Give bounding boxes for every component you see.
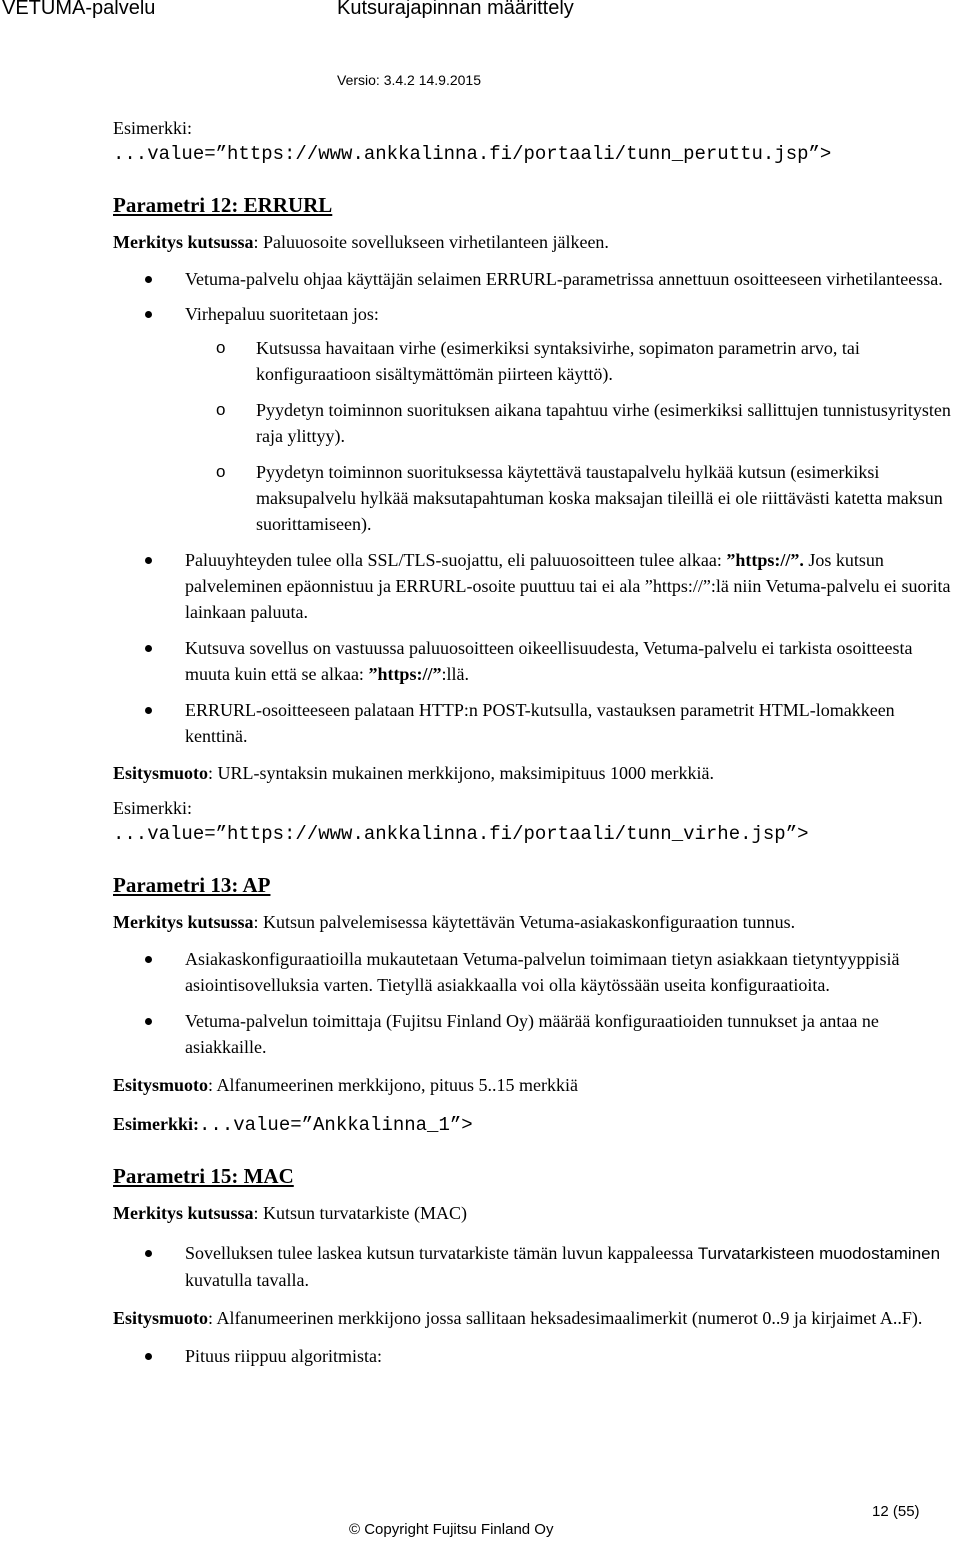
copyright: © Copyright Fujitsu Finland Oy — [349, 1521, 554, 1538]
example-code: ...value=”Ankkalinna_1”> — [199, 1114, 473, 1136]
list-item-text: :llä. — [441, 664, 469, 684]
document-body — [113, 115, 958, 1369]
example-code: ...value=”https://www.ankkalinna.fi/portaali/tunn_virhe.jsp”> — [113, 823, 809, 845]
list-item — [113, 547, 958, 625]
example-label: Esimerkki: — [113, 118, 192, 138]
sublist-item: o Kutsussa havaitaan virhe (esimerkiksi syntaksivirhe, sopimaton parametrin arvo, tai konfiguraatioon sisältymättömän piirteen käyttö). — [113, 335, 958, 387]
param13-title: Parametri 13: AP — [113, 873, 271, 897]
version-line: Versio: 3.4.2 14.9.2015 — [337, 72, 481, 88]
meaning-label: Merkitys kutsussa — [113, 232, 254, 252]
example-label: Esimerkki: — [113, 798, 192, 818]
param13-meaning — [113, 909, 958, 935]
meaning-label: Merkitys kutsussa — [113, 912, 254, 932]
list-item: Asiakaskonfiguraatioilla mukautetaan Vetuma-palvelun toimimaan tietyn asiakkaan tietyntyyppisiä asiointisovelluksia varten. Tietyllä asiakkaalla voi olla käytössään useita konfiguraatioita. — [113, 946, 958, 998]
list-item-text: Kutsuva sovellus on vastuussa paluuosoitteen oikeellisuudesta, Vetuma-palvelu ei tarkista osoitteesta muuta kuin että se alkaa: — [185, 638, 913, 684]
param15-title: Parametri 15: MAC — [113, 1164, 294, 1188]
page-number: 12 (55) — [872, 1503, 920, 1520]
section-reference: Turvatarkisteen muodostaminen — [697, 1244, 941, 1263]
format-text: : URL-syntaksin mukainen merkkijono, maksimipituus 1000 merkkiä. — [208, 763, 714, 783]
param15-format — [113, 1305, 958, 1331]
param12-format — [113, 760, 958, 786]
sublist-item: o Pyydetyn toiminnon suorituksen aikana tapahtuu virhe (esimerkiksi sallittujen tunnistusyritysten raja ylittyy). — [113, 397, 958, 449]
param15-bullets — [113, 1240, 958, 1293]
example-top — [113, 115, 958, 167]
example-code: ...value=”https://www.ankkalinna.fi/portaali/tunn_peruttu.jsp”> — [113, 143, 832, 165]
param12-bullets — [113, 266, 958, 749]
format-label: Esitysmuoto — [113, 1075, 209, 1095]
list-item-text: Virhepaluu suoritetaan jos: — [185, 304, 379, 324]
list-item — [113, 1240, 958, 1293]
example-label: Esimerkki: — [113, 1114, 200, 1134]
meaning-label: Merkitys kutsussa — [113, 1203, 254, 1223]
param13-bullets — [113, 946, 958, 1060]
list-item-text: kuvatulla tavalla. — [185, 1270, 309, 1290]
list-item-text: Sovelluksen tulee laskea kutsun turvatarkiste tämän luvun kappaleessa — [185, 1243, 698, 1263]
list-item — [113, 635, 958, 687]
list-item-bold: ”https://”. — [726, 550, 804, 570]
page-header — [0, 0, 960, 24]
list-item-text: Paluuyhteyden tulee olla SSL/TLS-suojattu, eli paluuosoitteen tulee alkaa: — [185, 550, 727, 570]
param13-example — [113, 1111, 958, 1138]
meaning-text: : Kutsun turvatarkiste (MAC) — [253, 1203, 467, 1223]
list-item — [113, 301, 958, 537]
sublist — [113, 335, 958, 537]
header-right: Kutsurajapinnan määrittely — [337, 0, 574, 19]
param13-format — [113, 1072, 958, 1098]
list-item: Pituus riippuu algoritmista: — [113, 1343, 958, 1369]
meaning-text: : Paluuosoite sovellukseen virhetilanteen jälkeen. — [253, 232, 609, 252]
format-label: Esitysmuoto — [113, 763, 209, 783]
param12-meaning — [113, 229, 958, 255]
list-item-text: Jos kutsun palveleminen epäonnistuu ja ERRURL-osoite puuttuu tai ei ala ”https://”:lä niin Vetuma-palvelu ei suorita lainkaan paluuta. — [185, 550, 951, 622]
format-text: : Alfanumeerinen merkkijono, pituus 5..15 merkkiä — [208, 1075, 578, 1095]
sublist-item: o Pyydetyn toiminnon suorituksessa käytettävä taustapalvelu hylkää kutsun (esimerkiksi maksupalvelu hylkää maksutapahtuman koska maksajan tileillä ei ole riittävästi katetta maksun suorittamiseen). — [113, 459, 958, 537]
param12-title: Parametri 12: ERRURL — [113, 193, 333, 217]
format-label: Esitysmuoto — [113, 1308, 209, 1328]
list-item: Vetuma-palvelu ohjaa käyttäjän selaimen ERRURL-parametrissa annettuun osoitteeseen virhetilanteessa. — [113, 266, 958, 292]
list-item: Vetuma-palvelun toimittaja (Fujitsu Finland Oy) määrää konfiguraatioiden tunnukset ja antaa ne asiakkaille. — [113, 1008, 958, 1060]
list-item-bold: ”https://” — [368, 664, 442, 684]
list-item: ERRURL-osoitteeseen palataan HTTP:n POST-kutsulla, vastauksen parametrit HTML-lomakkeen kenttinä. — [113, 697, 958, 749]
param15-meaning — [113, 1200, 958, 1226]
header-left: VETUMA-palvelu — [2, 0, 156, 19]
meaning-text: : Kutsun palvelemisessa käytettävän Vetuma-asiakaskonfiguraation tunnus. — [253, 912, 796, 932]
param12-example — [113, 795, 958, 847]
format-text: : Alfanumeerinen merkkijono jossa sallitaan heksadesimaalimerkit (numerot 0..9 ja kirjaimet A..F). — [208, 1308, 923, 1328]
param15-bullets-2 — [113, 1343, 958, 1369]
